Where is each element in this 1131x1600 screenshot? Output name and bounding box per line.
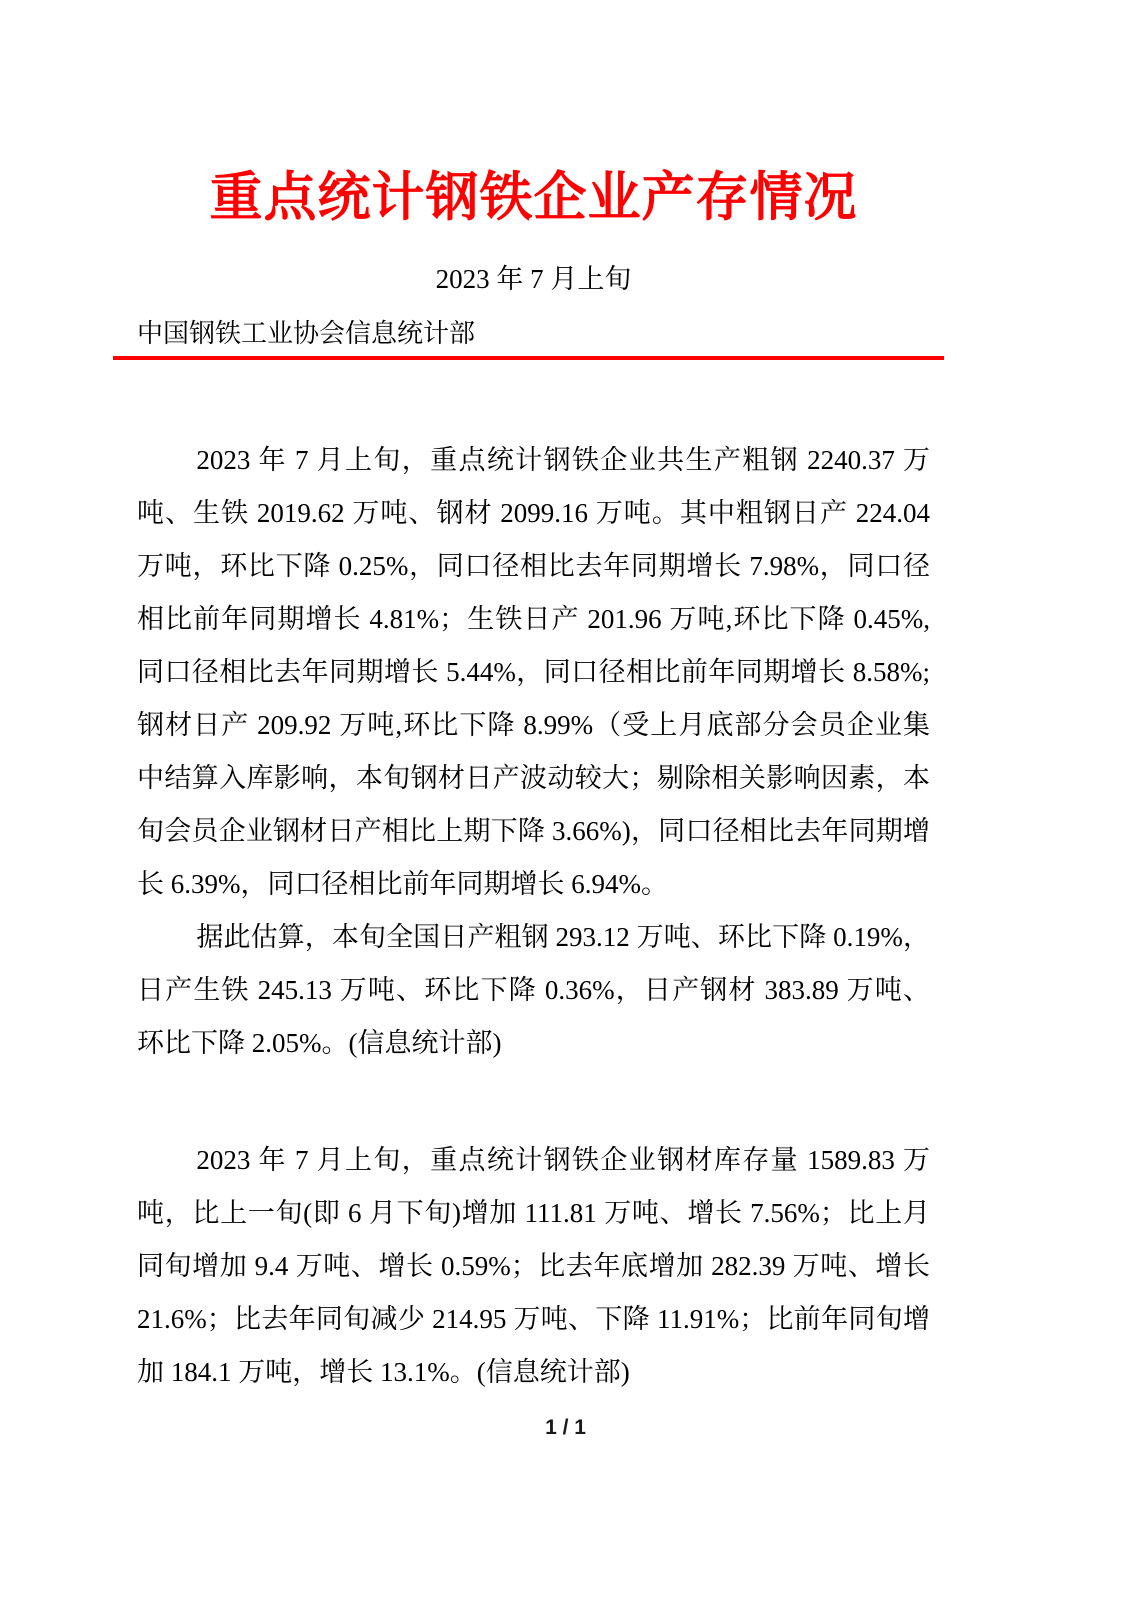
body-line: 万吨，环比下降 0.25%，同口径相比去年同期增长 7.98%，同口径	[137, 551, 930, 581]
document-subtitle: 2023 年 7 月上旬	[435, 264, 632, 294]
paragraph-gap	[137, 1070, 930, 1134]
document-title: 重点统计钢铁企业产存情况	[209, 168, 858, 227]
body-line: 钢材日产 209.92 万吨,环比下降 8.99%（受上月底部分会员企业集	[137, 710, 930, 740]
page-number: 1 / 1	[545, 1416, 586, 1439]
paragraph-inventory	[137, 1134, 930, 1399]
body-line: 环比下降 2.05%。(信息统计部)	[137, 1028, 502, 1058]
body-line: 日产生铁 245.13 万吨、环比下降 0.36%，日产钢材 383.89 万吨、	[137, 975, 930, 1005]
body-line: 长 6.39%，同口径相比前年同期增长 6.94%。	[137, 869, 668, 899]
body-line: 同旬增加 9.4 万吨、增长 0.59%；比去年底增加 282.39 万吨、增长	[137, 1251, 930, 1281]
body-line: 相比前年同期增长 4.81%；生铁日产 201.96 万吨,环比下降 0.45%,	[137, 604, 930, 634]
paragraph-national-estimate	[137, 911, 930, 1070]
body-line: 吨、生铁 2019.62 万吨、钢材 2099.16 万吨。其中粗钢日产 224.04	[137, 498, 930, 528]
red-divider-rule	[113, 356, 944, 360]
paragraph-production	[137, 434, 930, 911]
body-line: 21.6%；比去年同旬减少 214.95 万吨、下降 11.91%；比前年同旬增	[137, 1304, 930, 1334]
body-line: 中结算入库影响，本旬钢材日产波动较大；剔除相关影响因素，本	[137, 763, 930, 793]
body-line: 吨，比上一旬(即 6 月下旬)增加 111.81 万吨、增长 7.56%；比上月	[137, 1198, 930, 1228]
body-line: 加 184.1 万吨，增长 13.1%。(信息统计部)	[137, 1357, 630, 1387]
body-line: 2023 年 7 月上旬，重点统计钢铁企业共生产粗钢 2240.37 万	[196, 445, 930, 475]
document-body	[137, 434, 930, 1399]
body-line: 同口径相比去年同期增长 5.44%，同口径相比前年同期增长 8.58%;	[137, 657, 930, 687]
body-line: 据此估算，本旬全国日产粗钢 293.12 万吨、环比下降 0.19%，	[196, 922, 930, 952]
body-line: 旬会员企业钢材日产相比上期下降 3.66%)，同口径相比去年同期增	[137, 816, 930, 846]
department-line: 中国钢铁工业协会信息统计部	[137, 319, 476, 348]
body-line: 2023 年 7 月上旬，重点统计钢铁企业钢材库存量 1589.83 万	[196, 1145, 930, 1175]
